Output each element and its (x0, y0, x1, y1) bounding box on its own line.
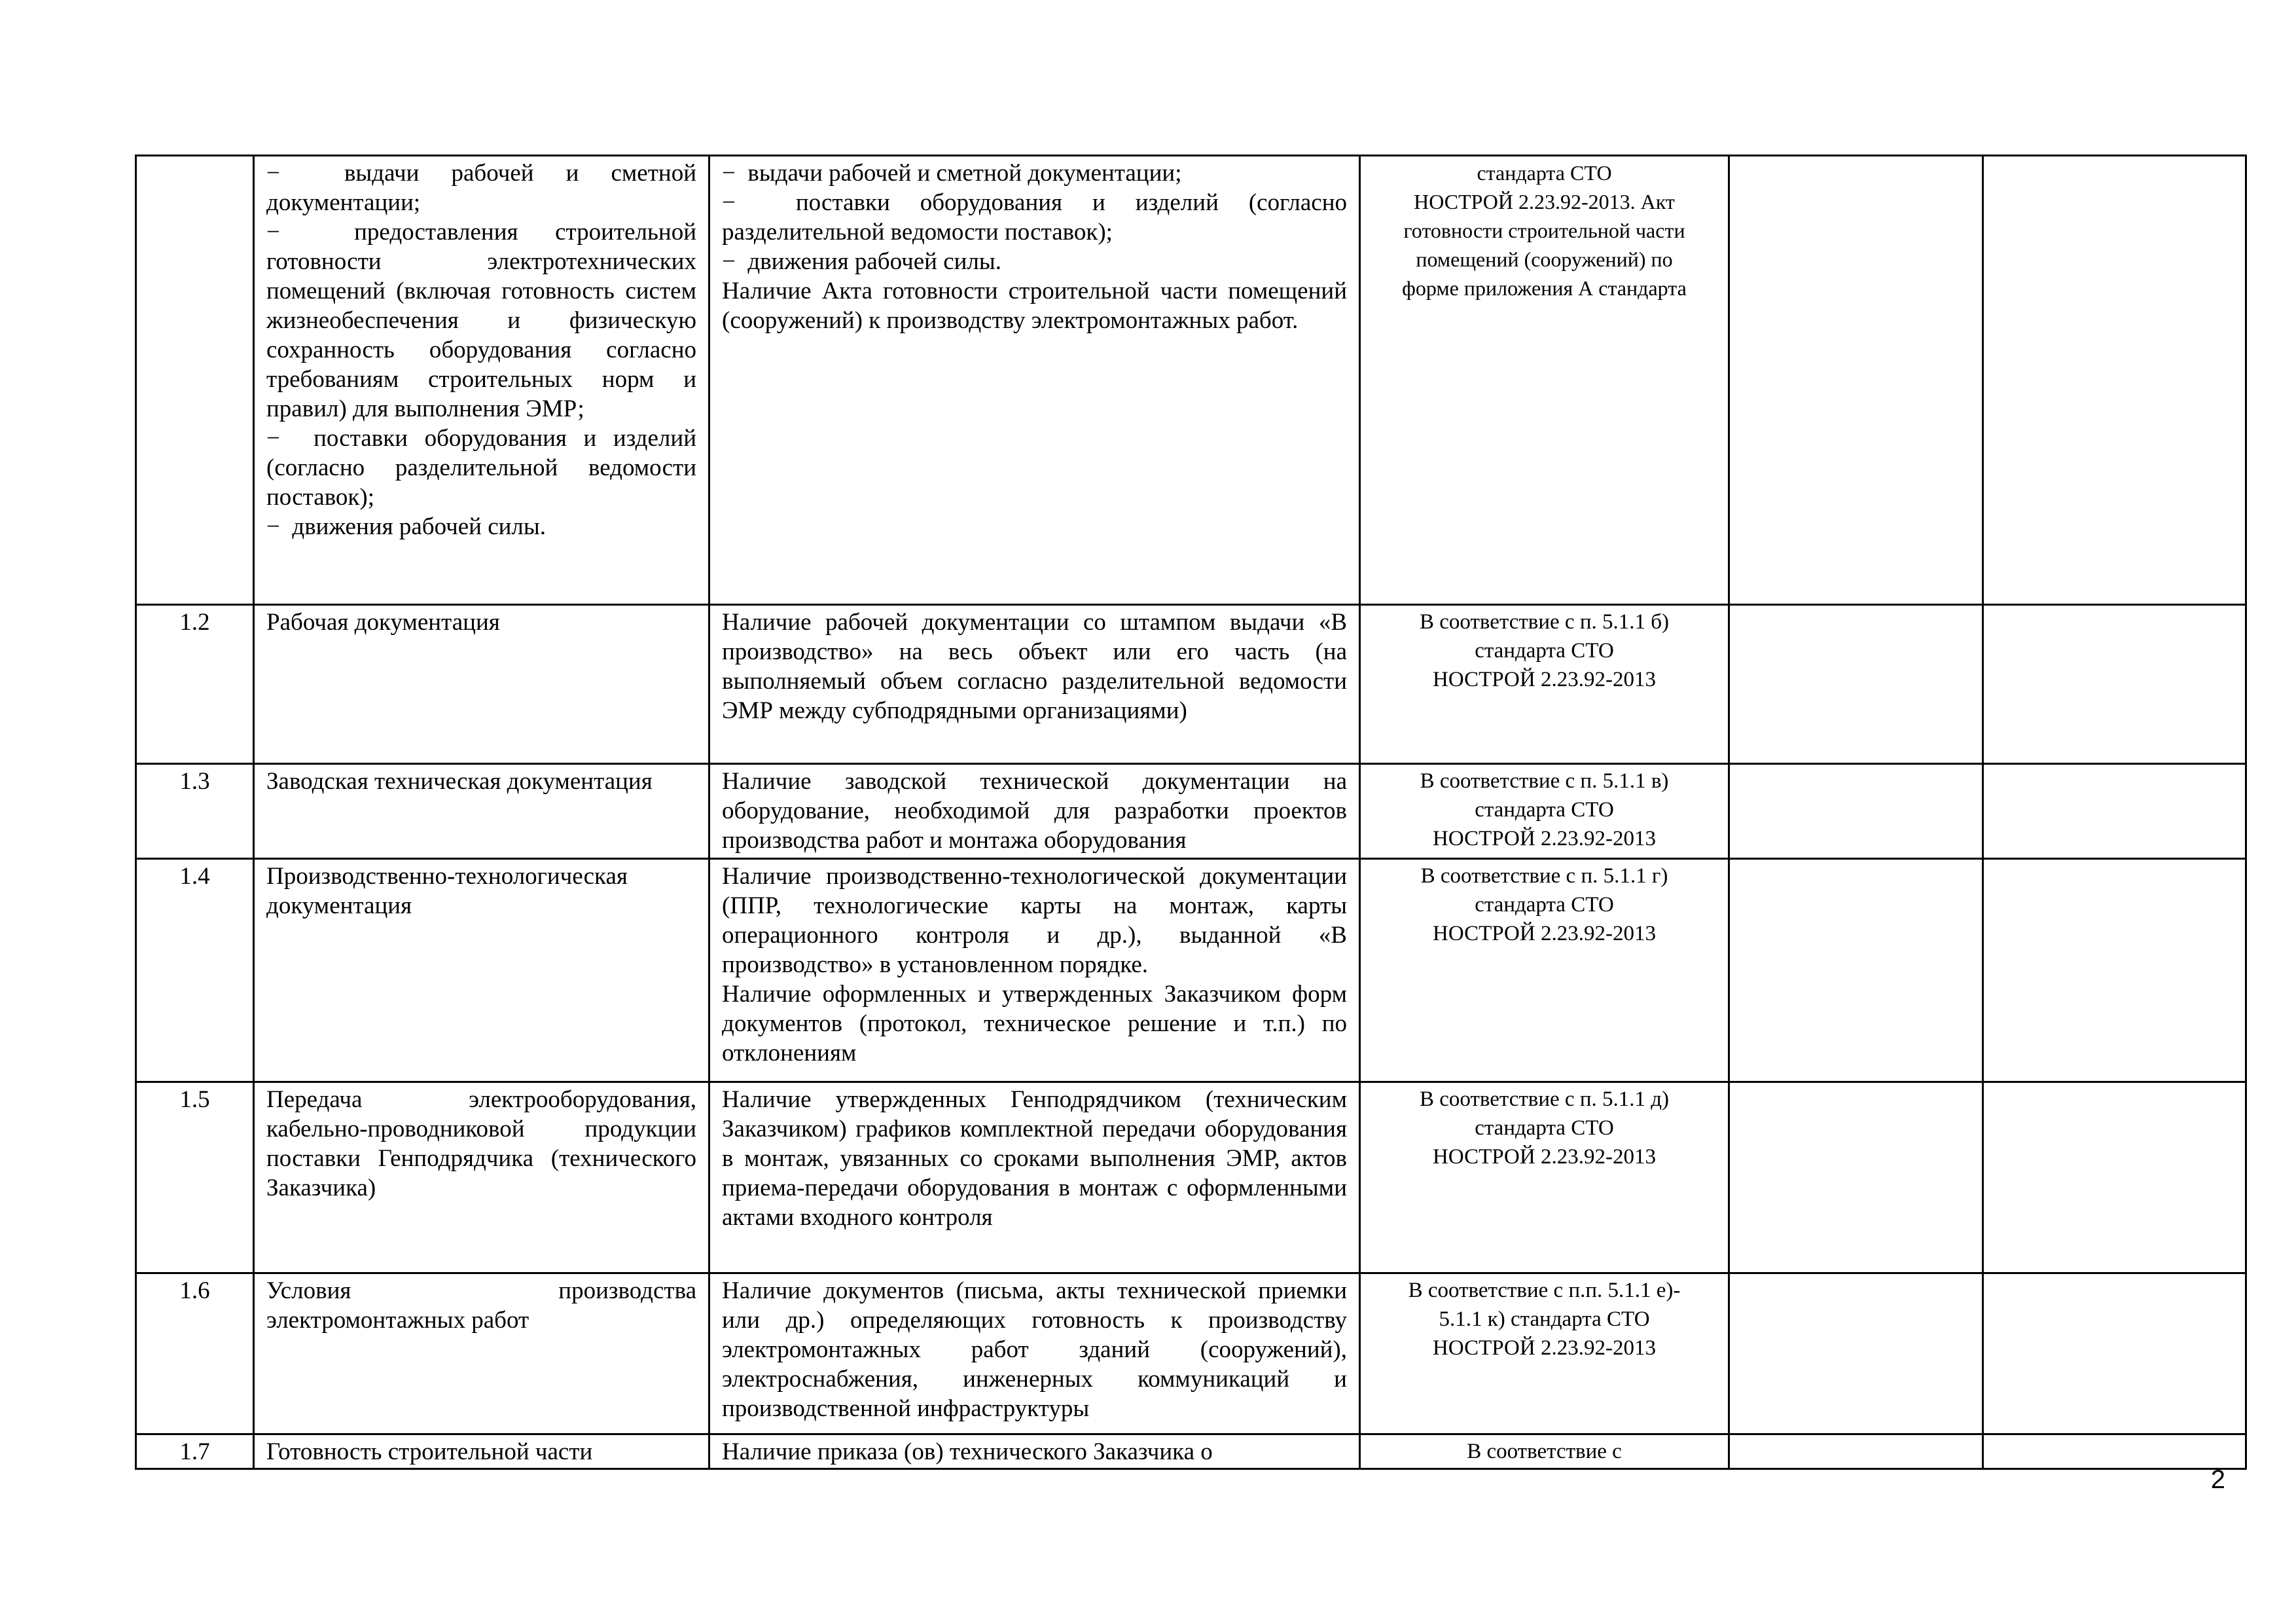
reference-cell (1360, 1082, 1729, 1273)
reference-text: стандарта СТО (1475, 893, 1614, 917)
criterion-cell (254, 764, 709, 859)
requirement-text: Наличие документов (письма, акты технической приемки или др.) определяющих готовность к производству электромонтажных работ зданий (сооружений), электроснабжения, инженерных коммуникаций и производственной инфраструктуры (722, 1277, 1347, 1422)
reference-text: помещений (сооружений) по (1416, 247, 1673, 271)
item-number: 1.5 (136, 1082, 254, 1273)
reference-text: стандарта СТО (1475, 798, 1614, 822)
criterion-cell (254, 1082, 709, 1273)
requirement-cell (709, 1273, 1360, 1434)
table-row (136, 1434, 2246, 1469)
reference-text: В соответствие с п. 5.1.1 г) (1420, 864, 1668, 888)
requirement-cell (709, 764, 1360, 859)
note-cell (1983, 859, 2246, 1082)
result-cell (1729, 156, 1983, 605)
requirement-text: − выдачи рабочей и сметной документации; (722, 158, 1347, 188)
reference-text: 5.1.1 к) стандарта СТО (1439, 1307, 1650, 1331)
requirement-cell (709, 1434, 1360, 1469)
criterion-text: Условия производства электромонтажных работ (266, 1277, 696, 1334)
reference-text: В соответствие с (1467, 1440, 1622, 1463)
criterion-text: Готовность строительной части (266, 1438, 593, 1465)
criterion-cell (254, 605, 709, 764)
reference-text: готовности строительной части (1403, 219, 1685, 242)
item-number: 1.4 (136, 859, 254, 1082)
reference-text: НОСТРОЙ 2.23.92-2013 (1433, 827, 1656, 850)
table-row (136, 859, 2246, 1082)
note-cell (1983, 1273, 2246, 1434)
requirement-text: Наличие утвержденных Генподрядчиком (техническим Заказчиком) графиков комплектной передачи оборудования в монтаж, увязанных со сроками выполнения ЭМР, актов приема-передачи оборудования в монтаж с оформленными актами входного контроля (722, 1086, 1347, 1231)
page-number: 2 (2210, 1465, 2225, 1494)
table-row (136, 156, 2246, 605)
checklist-table (135, 155, 2247, 1470)
reference-text: форме приложения А стандарта (1402, 276, 1687, 300)
criterion-text: − движения рабочей силы. (266, 512, 696, 541)
table-body (136, 156, 2246, 1469)
criterion-cell (254, 1273, 709, 1434)
table-row (136, 1082, 2246, 1273)
reference-text: В соответствие с п. 5.1.1 б) (1419, 610, 1670, 634)
note-cell (1983, 605, 2246, 764)
result-cell (1729, 1082, 1983, 1273)
note-cell (1983, 1082, 2246, 1273)
reference-cell (1360, 1434, 1729, 1469)
criterion-cell (254, 859, 709, 1082)
reference-text: В соответствие с п. 5.1.1 д) (1419, 1087, 1670, 1111)
criterion-text: Заводская техническая документация (266, 768, 653, 795)
reference-cell (1360, 605, 1729, 764)
criterion-text: Передача электрооборудования, кабельно-проводниковой продукции поставки Генподрядчика (технического Заказчика) (266, 1086, 696, 1201)
reference-text: В соответствие с п.п. 5.1.1 е)- (1408, 1279, 1681, 1302)
table-row (136, 605, 2246, 764)
requirement-text: − движения рабочей силы. (722, 247, 1347, 276)
reference-text: стандарта СТО (1475, 1116, 1614, 1140)
result-cell (1729, 1273, 1983, 1434)
requirement-cell (709, 605, 1360, 764)
requirement-text: Наличие приказа (ов) технического Заказчика о (722, 1438, 1213, 1465)
requirement-cell (709, 1082, 1360, 1273)
reference-cell (1360, 1273, 1729, 1434)
reference-text: стандарта СТО (1477, 161, 1612, 185)
reference-text: НОСТРОЙ 2.23.92-2013 (1433, 1145, 1656, 1169)
criterion-text: Производственно-технологическая документация (266, 863, 628, 919)
criterion-cell (254, 1434, 709, 1469)
table-row (136, 1273, 2246, 1434)
table-row (136, 764, 2246, 859)
item-number: 1.6 (136, 1273, 254, 1434)
requirement-text: − поставки оборудования и изделий (согласно разделительной ведомости поставок); (722, 188, 1347, 247)
result-cell (1729, 859, 1983, 1082)
criterion-text: − поставки оборудования и изделий (согласно разделительной ведомости поставок); (266, 424, 696, 512)
reference-text: В соответствие с п. 5.1.1 в) (1420, 769, 1669, 793)
reference-text: НОСТРОЙ 2.23.92-2013 (1433, 922, 1656, 945)
criterion-cell (254, 156, 709, 605)
item-number (136, 156, 254, 605)
result-cell (1729, 1434, 1983, 1469)
result-cell (1729, 605, 1983, 764)
reference-cell (1360, 859, 1729, 1082)
requirement-cell (709, 859, 1360, 1082)
note-cell (1983, 764, 2246, 859)
criterion-text: Рабочая документация (266, 609, 500, 636)
criterion-text: − выдачи рабочей и сметной документации; (266, 158, 696, 217)
requirement-cell (709, 156, 1360, 605)
reference-text: стандарта СТО (1475, 639, 1614, 663)
criterion-text: − предоставления строительной готовности электротехнических помещений (включая готовность систем жизнеобеспечения и физическую сохранность оборудования согласно требованиям строительных норм и правил) для выполнения ЭМР; (266, 217, 696, 424)
item-number: 1.2 (136, 605, 254, 764)
requirement-text: Наличие оформленных и утвержденных Заказчиком форм документов (протокол, техническое решение и т.п.) по отклонениям (722, 981, 1347, 1067)
result-cell (1729, 764, 1983, 859)
item-number: 1.3 (136, 764, 254, 859)
reference-text: НОСТРОЙ 2.23.92-2013. Акт (1414, 190, 1675, 213)
requirement-text: Наличие производственно-технологической документации (ППР, технологические карты на монтаж, карты операционного контроля и др.), выданной «В производство» в установленном порядке. (722, 863, 1347, 978)
reference-cell (1360, 156, 1729, 605)
reference-text: НОСТРОЙ 2.23.92-2013 (1433, 1336, 1656, 1360)
reference-text: НОСТРОЙ 2.23.92-2013 (1433, 668, 1656, 691)
item-number: 1.7 (136, 1434, 254, 1469)
requirement-text: Наличие Акта готовности строительной части помещений (сооружений) к производству электромонтажных работ. (722, 278, 1347, 334)
requirement-text: Наличие рабочей документации со штампом выдачи «В производство» на весь объект или его часть (на выполняемый объем согласно разделительной ведомости ЭМР между субподрядными организациями) (722, 609, 1347, 724)
note-cell (1983, 156, 2246, 605)
requirement-text: Наличие заводской технической документации на оборудование, необходимой для разработки проектов производства работ и монтажа оборудования (722, 768, 1347, 854)
reference-cell (1360, 764, 1729, 859)
